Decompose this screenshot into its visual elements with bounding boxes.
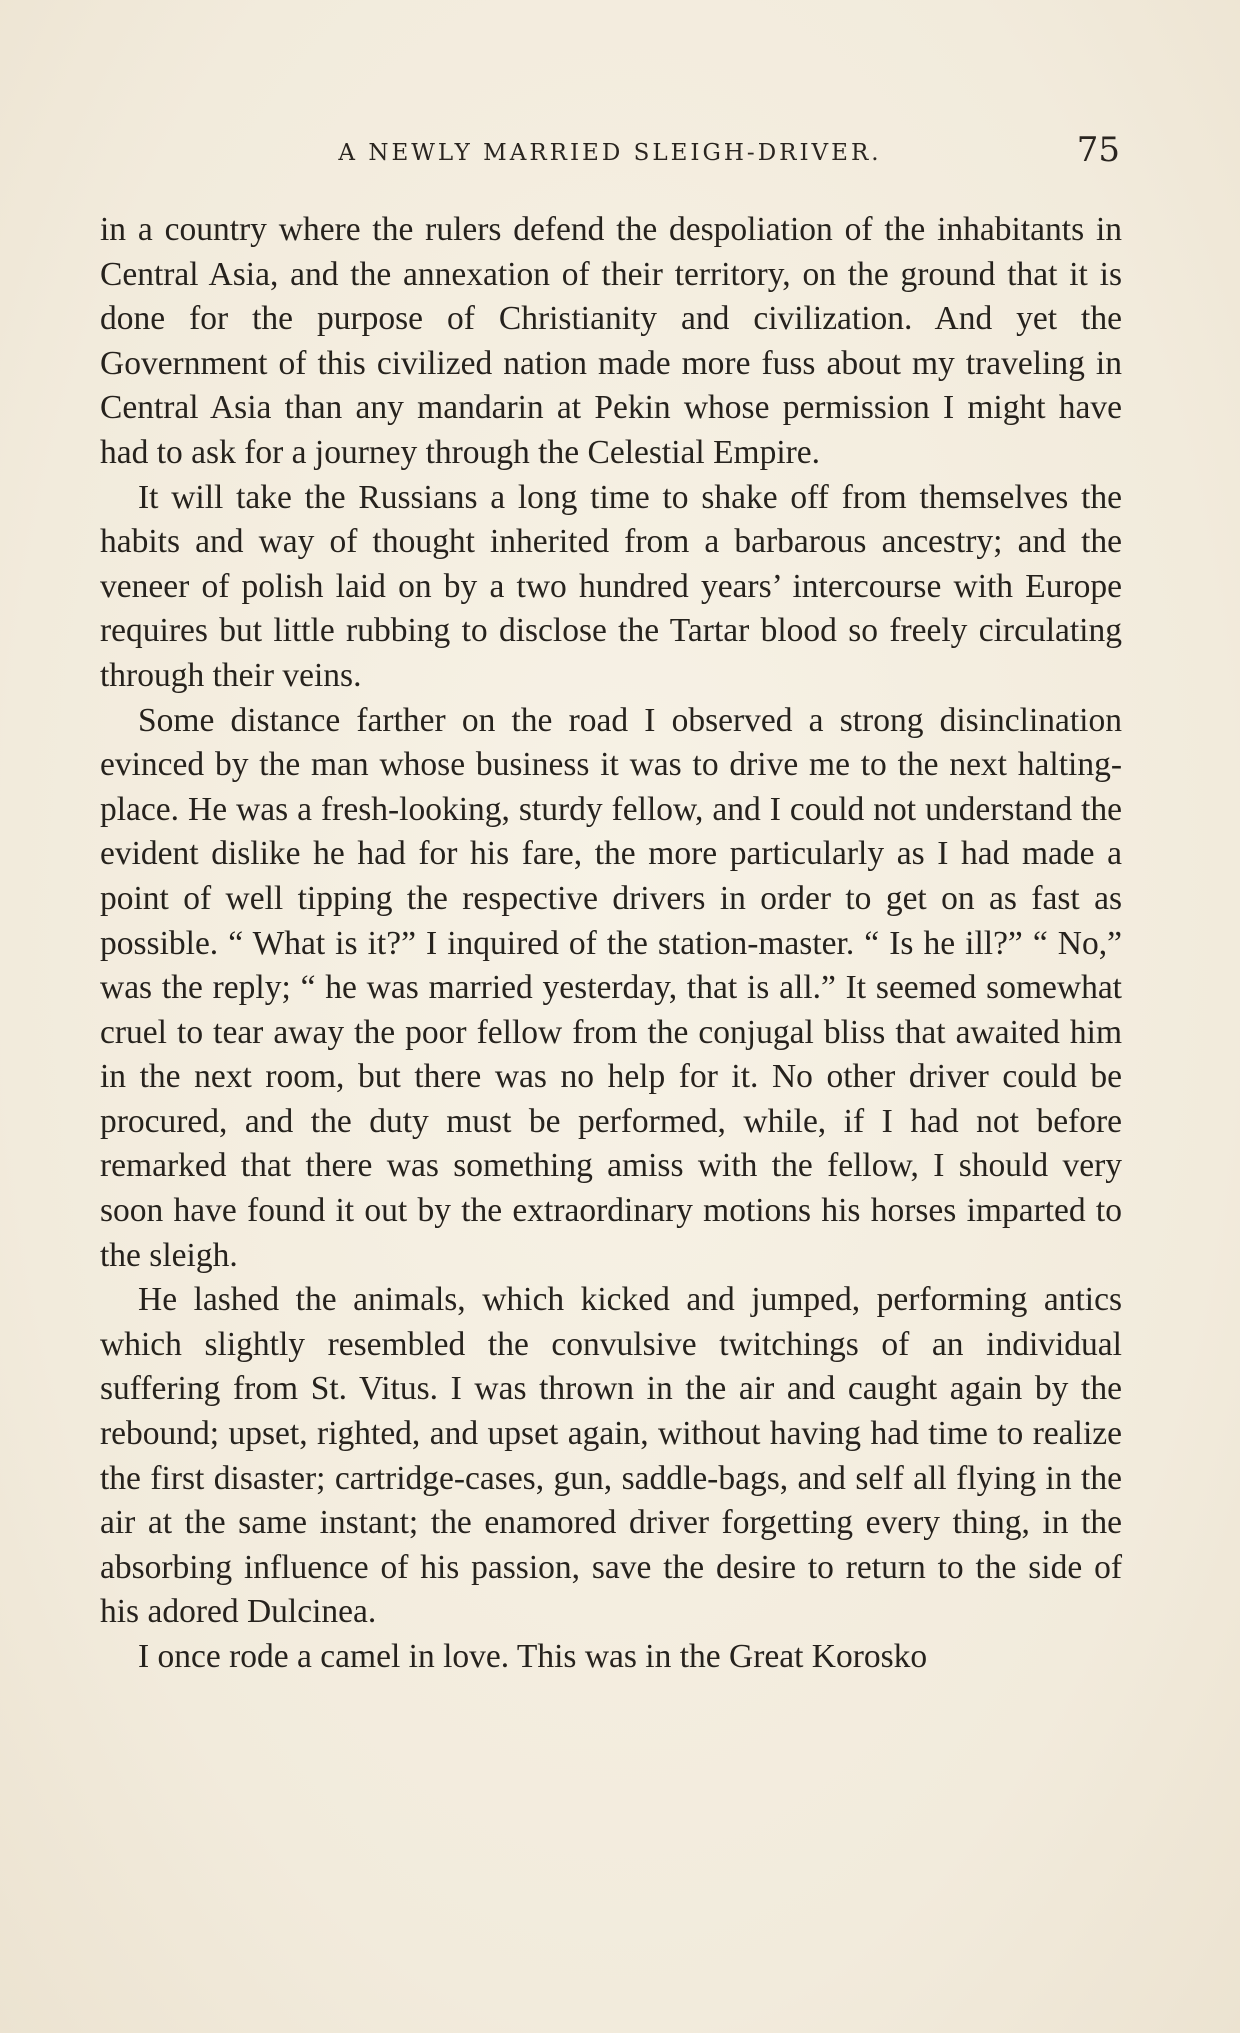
paragraph-2: It will take the Russians a long time to shake off from themselves the habits and way of thought inherited from a barbarous ancestry; and the veneer of polish laid on by a two hundred years’ intercourse with Europe requires but little rubbing to disclose the Tartar blood so freely circulating through their veins. (100, 478, 1122, 694)
paragraph-1: in a country where the rulers defend the despoliation of the inhabitants in Central Asia, and the annexation of their territory, on the ground that it is done for the purpose of Christianity and civilization. And yet the Government of this civilized nation made more fuss about my traveling in Central Asia than any mandarin at Pekin whose permission I might have had to ask for a journey through the Celestial Empire. (100, 211, 1122, 471)
paragraph-4: He lashed the animals, which kicked and jumped, performing antics which slightly resembled the convulsive twitchings of an individual suffering from St. Vitus. I was thrown in the air and caught again by the rebound; upset, righted, and upset again, without having had time to realize the first disaster; cartridge-cases, gun, saddle-bags, and self all flying in the air at the same instant; the enamored driver forgetting every thing, in the absorbing influence of his passion, save the desire to return to the side of his adored Dulcinea. (100, 1281, 1122, 1631)
paragraph-3: Some distance farther on the road I observed a strong disinclination evinced by the man whose business it was to drive me to the next halting-place. He was a fresh-looking, sturdy fellow, and I could not understand the evident dislike he had for his fare, the more particularly as I had made a point of well tipping the respective drivers in order to get on as fast as possible. “ What is it?” I inquired of the station-master. “ Is he ill?” “ No,” was the reply; “ he was married yesterday, that is all.” It seemed somewhat cruel to tear away the poor fellow from the conjugal bliss that awaited him in the next room, but there was no help for it. No other driver could be procured, and the duty must be performed, while, if I had not before remarked that there was something amiss with the fellow, I should very soon have found it out by the extraordinary motions his horses imparted to the sleigh. (100, 701, 1122, 1274)
body-text (100, 208, 1122, 1680)
page-number: 75 (1076, 130, 1120, 170)
paragraph-5: I once rode a camel in love. This was in the Great Korosko (138, 1638, 928, 1675)
running-head: A NEWLY MARRIED SLEIGH-DRIVER. (338, 140, 882, 166)
page-header (100, 130, 1120, 174)
